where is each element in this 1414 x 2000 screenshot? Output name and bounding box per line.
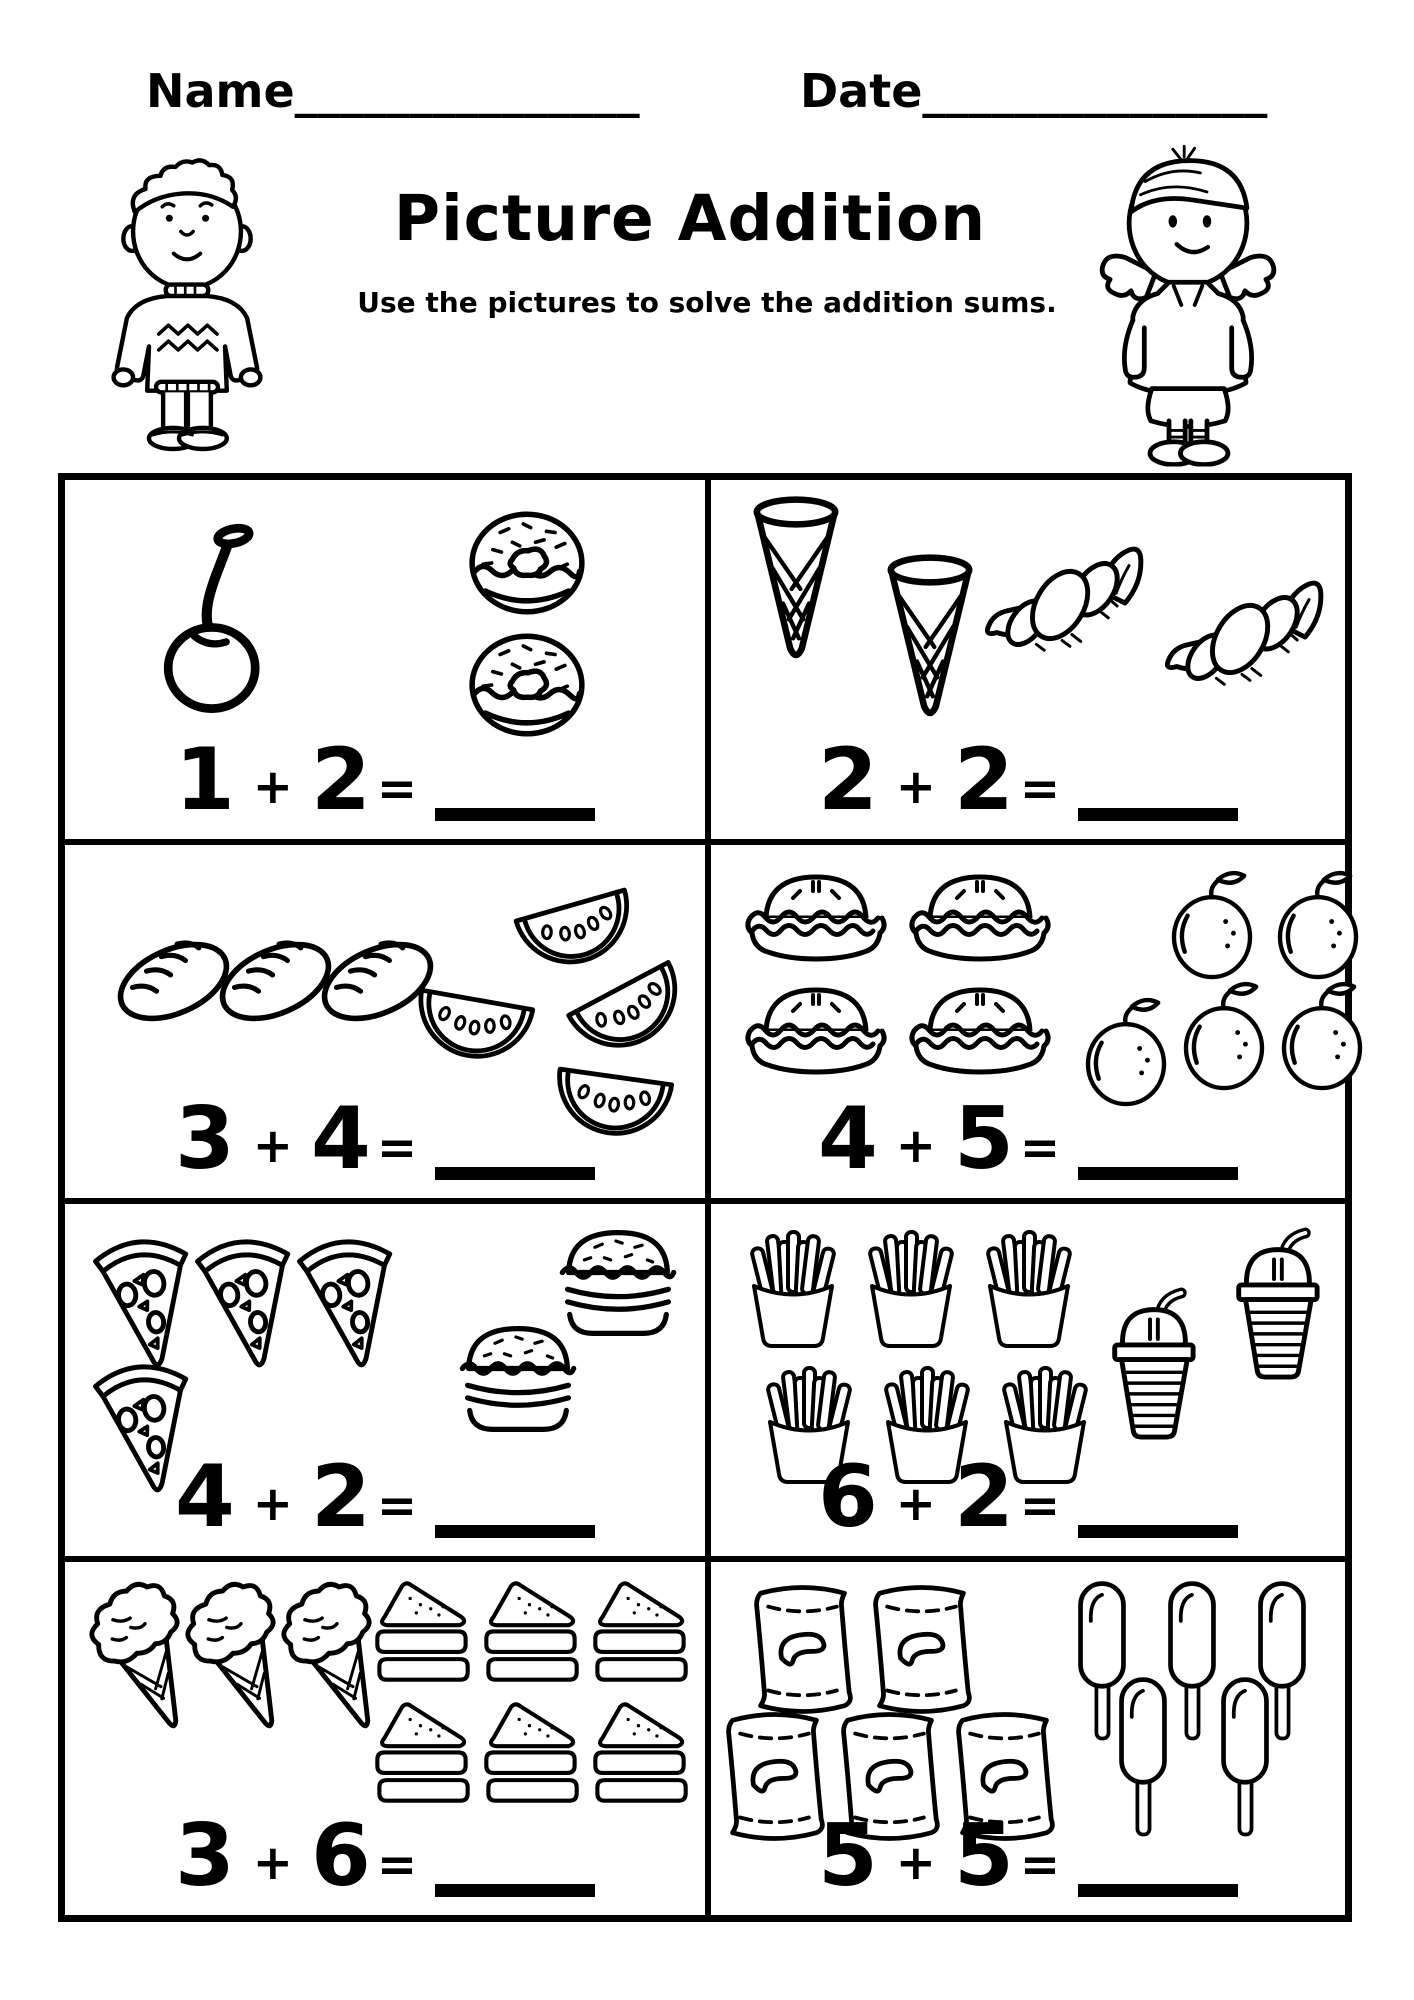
donut-icon (466, 630, 588, 740)
boy-clipart-icon (103, 138, 271, 470)
picture-row (145, 520, 409, 716)
picture-row (466, 508, 588, 618)
sandwich-icon (480, 1699, 583, 1814)
name-field-label: Name_______________ (146, 64, 640, 118)
pie-group (741, 865, 1055, 1094)
equation (65, 1806, 705, 1906)
equation (65, 1447, 705, 1548)
addend-a: 5 (817, 1806, 878, 1906)
equals-sign: = (1019, 1837, 1061, 1893)
fries-icon (863, 1226, 959, 1354)
equals-sign: = (1019, 1119, 1061, 1176)
pie-icon (905, 865, 1055, 970)
addend-a: 2 (817, 729, 878, 830)
equals-sign: = (1019, 760, 1061, 817)
plus-sign: + (252, 1835, 293, 1891)
croissant-group (981, 496, 1329, 735)
addend-b: 2 (954, 1447, 1014, 1548)
croissant-icon (1161, 574, 1329, 702)
addend-b: 2 (311, 729, 371, 830)
picture-row (741, 865, 1055, 970)
date-field-label: Date_______________ (800, 64, 1268, 118)
answer-blank[interactable] (1078, 808, 1238, 821)
problem-pictures (65, 1562, 705, 1811)
ice-cream-cone-group (751, 496, 981, 735)
equation (65, 1088, 705, 1189)
picture-row (981, 540, 1329, 668)
watermelon-group (411, 875, 695, 1094)
addend-a: 4 (817, 1088, 878, 1189)
problem-cell (705, 1198, 1345, 1557)
addend-b: 6 (311, 1806, 371, 1906)
pie-icon (905, 978, 1055, 1083)
picture-row (735, 1578, 1058, 1721)
ice-cream-group (83, 1574, 371, 1811)
problem-cell (65, 1198, 705, 1557)
problem-pictures (65, 480, 705, 735)
equation (711, 1447, 1345, 1548)
picture-row (1093, 1226, 1323, 1383)
sandwich-icon (589, 1699, 692, 1814)
equation (711, 729, 1345, 830)
addend-b: 5 (954, 1806, 1014, 1906)
addend-a: 1 (174, 729, 235, 830)
picture-row (371, 1578, 692, 1693)
donut-icon (466, 508, 588, 618)
equals-sign: = (1019, 1478, 1061, 1535)
addend-a: 3 (174, 1806, 235, 1906)
plus-sign: + (252, 1117, 293, 1174)
page-title: Picture Addition (393, 182, 987, 255)
orange-group (1055, 865, 1367, 1094)
popsicle-group (1058, 1578, 1325, 1811)
picture-row (371, 1699, 692, 1814)
equals-sign: = (376, 1119, 418, 1176)
picture-row (403, 1320, 681, 1438)
sandwich-icon (371, 1578, 474, 1693)
orange-icon (1273, 865, 1363, 980)
fries-icon (745, 1226, 841, 1354)
donut-group (409, 508, 645, 735)
chips-icon (868, 1578, 975, 1721)
problem-pictures (65, 1204, 705, 1453)
equals-sign: = (376, 1478, 418, 1535)
problem-cell (705, 839, 1345, 1198)
answer-blank[interactable] (1078, 1167, 1238, 1180)
answer-blank[interactable] (1078, 1525, 1238, 1538)
problem-cell (65, 1556, 705, 1915)
picture-row (83, 1574, 371, 1745)
problem-cell (65, 839, 705, 1198)
chips-group (735, 1578, 1058, 1811)
orange-icon (1081, 992, 1171, 1107)
plus-sign: + (252, 758, 293, 815)
answer-blank[interactable] (435, 1525, 595, 1538)
answer-blank[interactable] (435, 1167, 595, 1180)
sandwich-icon (371, 1699, 474, 1814)
ice-cream-cone-icon (885, 554, 975, 721)
watermelon-icon (402, 959, 546, 1081)
picture-row (1081, 976, 1367, 1091)
orange-icon (1167, 865, 1257, 980)
sandwich-group (371, 1574, 692, 1811)
orange-icon (1179, 976, 1269, 1091)
equals-sign: = (376, 760, 418, 817)
cherry-group (145, 508, 409, 735)
burger-group (403, 1224, 681, 1453)
problems-grid (58, 473, 1352, 1922)
picture-row (741, 978, 1055, 1083)
addend-b: 5 (954, 1088, 1014, 1189)
addend-b: 2 (311, 1447, 371, 1548)
picture-row (751, 496, 981, 663)
problem-cell (705, 1556, 1345, 1915)
addend-b: 4 (311, 1088, 371, 1189)
problem-pictures (711, 1562, 1345, 1811)
chips-icon (749, 1578, 856, 1721)
plus-sign: + (895, 1476, 936, 1533)
drink-icon (1225, 1226, 1323, 1383)
picture-row (466, 630, 588, 740)
addend-b: 2 (954, 729, 1014, 830)
answer-blank[interactable] (435, 1884, 595, 1897)
problem-pictures (711, 845, 1345, 1094)
equation (711, 1088, 1345, 1189)
problem-pictures (711, 1204, 1345, 1453)
addend-a: 3 (174, 1088, 235, 1189)
addend-a: 6 (817, 1447, 878, 1548)
burger-icon (455, 1320, 581, 1438)
plus-sign: + (895, 758, 936, 815)
answer-blank[interactable] (1078, 1884, 1238, 1897)
equals-sign: = (376, 1837, 418, 1893)
drink-group (1093, 1226, 1323, 1453)
problem-pictures (711, 480, 1345, 735)
drink-icon (1101, 1286, 1199, 1443)
fries-group (745, 1226, 1093, 1453)
sandwich-icon (589, 1578, 692, 1693)
answer-blank[interactable] (435, 808, 595, 821)
pie-icon (741, 978, 891, 1083)
sandwich-icon (480, 1578, 583, 1693)
problem-cell (705, 480, 1345, 839)
plus-sign: + (252, 1476, 293, 1533)
picture-row (1081, 865, 1367, 980)
picture-row (105, 923, 411, 1041)
pie-icon (741, 865, 891, 970)
instructions-text: Use the pictures to solve the addition sums. (357, 286, 1057, 319)
equation (711, 1806, 1345, 1906)
equation (65, 729, 705, 830)
bread-group (105, 875, 411, 1094)
cherry-icon (145, 520, 290, 716)
fries-icon (981, 1226, 1077, 1354)
plus-sign: + (895, 1117, 936, 1174)
problem-pictures (65, 845, 705, 1094)
picture-row (745, 1226, 1093, 1354)
problem-cell (65, 480, 705, 839)
addend-a: 4 (174, 1447, 235, 1548)
ice-cream-cone-icon (751, 496, 841, 663)
orange-icon (1277, 976, 1367, 1091)
plus-sign: + (895, 1835, 936, 1891)
girl-clipart-icon (1093, 140, 1283, 470)
pizza-group (91, 1224, 403, 1453)
croissant-icon (981, 540, 1149, 668)
